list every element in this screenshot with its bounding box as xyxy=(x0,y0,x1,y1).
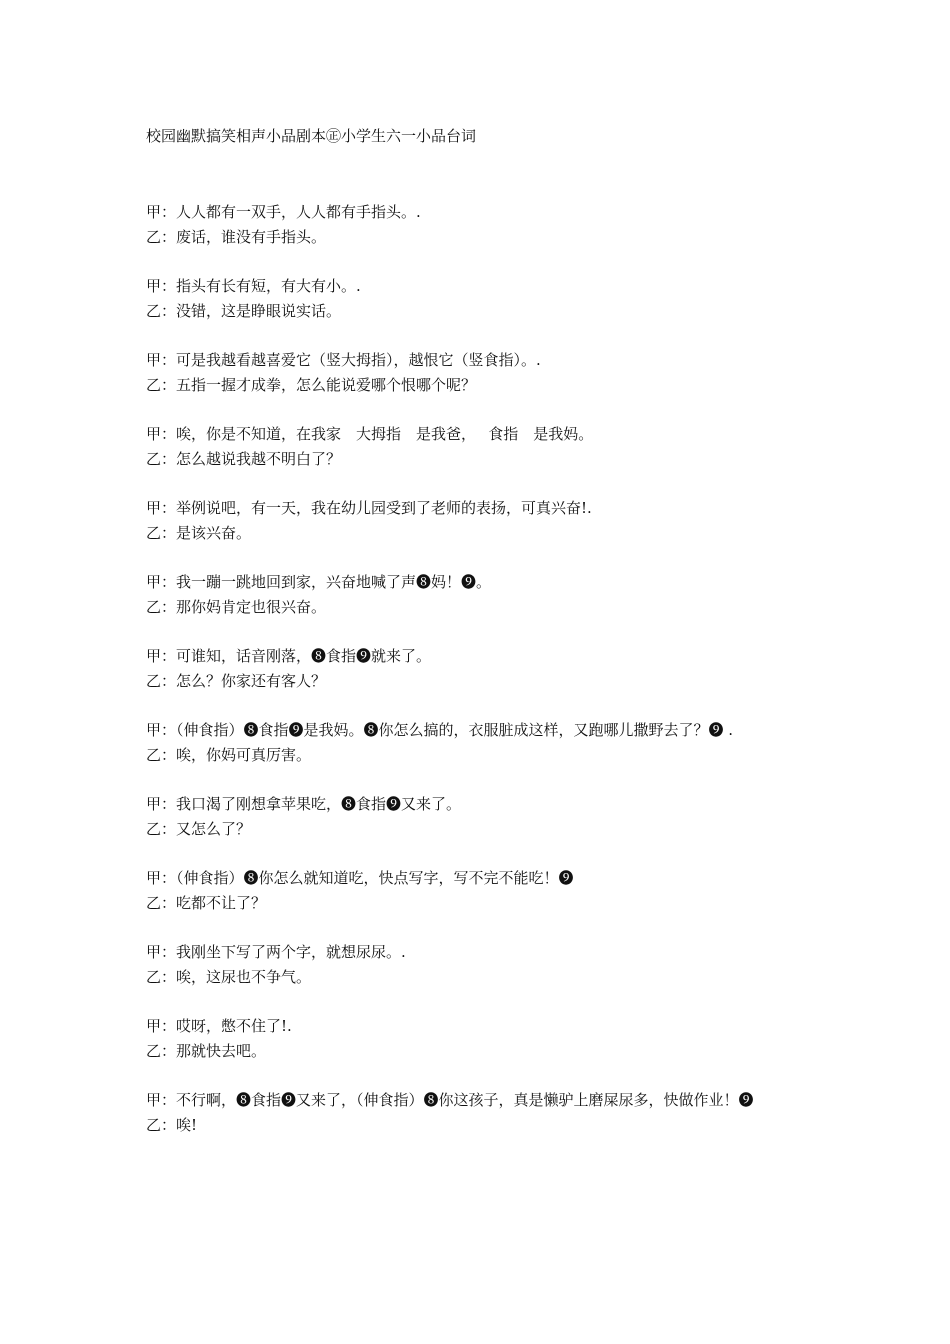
speaker-label: 乙 xyxy=(146,1042,162,1060)
speaker-colon: ： xyxy=(161,499,177,517)
line-text: 那你妈肯定也很兴奋。 xyxy=(176,598,327,616)
dialogue-line xyxy=(146,891,836,916)
speaker-label: 甲 xyxy=(146,277,162,295)
line-text: 我口渴了刚想拿苹果吃，❽食指❾又来了。 xyxy=(176,795,462,813)
dialogue-line xyxy=(146,225,836,250)
dialogue-line xyxy=(146,200,836,225)
speaker-label: 甲 xyxy=(146,425,162,443)
line-text: 唉! xyxy=(176,1116,198,1134)
dialogue-line xyxy=(146,348,836,373)
speaker-colon: ： xyxy=(161,968,177,986)
dialogue-exchange xyxy=(146,570,836,620)
dialogue-exchange xyxy=(146,644,836,694)
speaker-colon: ： xyxy=(161,376,177,394)
speaker-colon: ： xyxy=(161,351,177,369)
dialogue-line xyxy=(146,669,836,694)
line-text: 没错，这是睁眼说实话。 xyxy=(176,302,342,320)
speaker-colon: ： xyxy=(161,869,177,887)
line-text: 怎么？你家还有客人？ xyxy=(176,672,327,690)
speaker-label: 甲 xyxy=(146,573,162,591)
dialogue-line xyxy=(146,1113,836,1138)
speaker-colon: ： xyxy=(161,1017,177,1035)
speaker-colon: ： xyxy=(161,894,177,912)
line-text: 唉，你妈可真厉害。 xyxy=(176,746,312,764)
speaker-colon: ： xyxy=(161,795,177,813)
line-text: 哎呀，憋不住了!. xyxy=(176,1017,292,1035)
line-text: 指头有长有短，有大有小。. xyxy=(176,277,361,295)
dialogue-line xyxy=(146,718,836,743)
speaker-label: 甲 xyxy=(146,795,162,813)
speaker-label: 甲 xyxy=(146,1091,162,1109)
speaker-label: 甲 xyxy=(146,1017,162,1035)
dialogue-exchange xyxy=(146,940,836,990)
dialogue-exchange xyxy=(146,1014,836,1064)
speaker-label: 乙 xyxy=(146,968,162,986)
dialogue-line xyxy=(146,965,836,990)
line-text: 吃都不让了？ xyxy=(176,894,267,912)
line-text: 唉，这尿也不争气。 xyxy=(176,968,312,986)
speaker-colon: ： xyxy=(161,647,177,665)
dialogue-line xyxy=(146,570,836,595)
dialogue-exchange xyxy=(146,1088,836,1138)
line-text: 五指一握才成拳，怎么能说爱哪个恨哪个呢？ xyxy=(176,376,477,394)
speaker-colon: ： xyxy=(161,203,177,221)
speaker-label: 乙 xyxy=(146,672,162,690)
speaker-label: 乙 xyxy=(146,894,162,912)
line-text: 举例说吧，有一天，我在幼儿园受到了老师的表扬，可真兴奋!. xyxy=(176,499,592,517)
line-text: 可谁知，话音刚落，❽食指❾就来了。 xyxy=(176,647,432,665)
speaker-label: 乙 xyxy=(146,302,162,320)
dialogue-line xyxy=(146,274,836,299)
dialogue-line xyxy=(146,447,836,472)
line-text: 废话，谁没有手指头。 xyxy=(176,228,327,246)
dialogue-line xyxy=(146,743,836,768)
speaker-colon: ： xyxy=(161,573,177,591)
speaker-colon: ： xyxy=(161,450,177,468)
speaker-colon: ： xyxy=(161,1116,177,1134)
dialogue-exchange xyxy=(146,274,836,324)
speaker-label: 乙 xyxy=(146,598,162,616)
speaker-colon: ： xyxy=(161,746,177,764)
line-text: 那就快去吧。 xyxy=(176,1042,267,1060)
line-text: 我刚坐下写了两个字，就想尿尿。. xyxy=(176,943,406,961)
speaker-label: 甲 xyxy=(146,869,162,887)
dialogue-exchange xyxy=(146,348,836,398)
speaker-colon: ： xyxy=(161,820,177,838)
speaker-label: 乙 xyxy=(146,376,162,394)
dialogue-exchange xyxy=(146,422,836,472)
dialogue-exchange xyxy=(146,866,836,916)
line-text: 不行啊，❽食指❾又来了，（伸食指）❽你这孩子，真是懒驴上磨屎尿多，快做作业！❾ xyxy=(176,1091,754,1109)
line-text: 唉，你是不知道，在我家 大拇指 是我爸， 食指 是我妈。 xyxy=(176,425,594,443)
speaker-label: 乙 xyxy=(146,450,162,468)
speaker-colon: ： xyxy=(161,228,177,246)
dialogue-line xyxy=(146,1088,836,1113)
line-text: 是该兴奋。 xyxy=(176,524,252,542)
line-text: 人人都有一双手，人人都有手指头。. xyxy=(176,203,421,221)
dialogue-line xyxy=(146,595,836,620)
speaker-label: 甲 xyxy=(146,721,162,739)
speaker-colon: ： xyxy=(161,721,177,739)
dialogue-line xyxy=(146,422,836,447)
line-text: 怎么越说我越不明白了？ xyxy=(176,450,342,468)
dialogue-line xyxy=(146,521,836,546)
speaker-colon: ： xyxy=(161,1091,177,1109)
dialogue-line xyxy=(146,1014,836,1039)
speaker-colon: ： xyxy=(161,672,177,690)
line-text: 可是我越看越喜爱它（竖大拇指），越恨它（竖食指）。. xyxy=(176,351,541,369)
dialogue-exchange xyxy=(146,718,836,768)
dialogue-line xyxy=(146,373,836,398)
dialogue-line xyxy=(146,792,836,817)
document-title: 校园幽默搞笑相声小品剧本㊣小学生六一小品台词 xyxy=(146,127,477,145)
line-text: 又怎么了？ xyxy=(176,820,252,838)
line-text: （伸食指）❽食指❾是我妈。❽你怎么搞的，衣服脏成这样，又跑哪儿撒野去了？❾ . xyxy=(176,721,734,739)
speaker-colon: ： xyxy=(161,302,177,320)
dialogue-line xyxy=(146,940,836,965)
dialogue-exchange xyxy=(146,792,836,842)
speaker-label: 乙 xyxy=(146,746,162,764)
speaker-label: 甲 xyxy=(146,943,162,961)
speaker-colon: ： xyxy=(161,1042,177,1060)
dialogue-line xyxy=(146,866,836,891)
speaker-label: 乙 xyxy=(146,228,162,246)
line-text: 我一蹦一跳地回到家，兴奋地喊了声❽妈！❾。 xyxy=(176,573,492,591)
dialogue-exchange xyxy=(146,496,836,546)
line-text: （伸食指）❽你怎么就知道吃，快点写字，写不完不能吃！❾ xyxy=(176,869,574,887)
dialogue-exchange xyxy=(146,200,836,250)
speaker-label: 甲 xyxy=(146,499,162,517)
speaker-colon: ： xyxy=(161,524,177,542)
dialogue-body xyxy=(146,200,836,1162)
speaker-label: 甲 xyxy=(146,351,162,369)
speaker-label: 乙 xyxy=(146,524,162,542)
speaker-label: 甲 xyxy=(146,647,162,665)
speaker-colon: ： xyxy=(161,277,177,295)
dialogue-line xyxy=(146,817,836,842)
dialogue-line xyxy=(146,1039,836,1064)
speaker-label: 甲 xyxy=(146,203,162,221)
speaker-colon: ： xyxy=(161,598,177,616)
dialogue-line xyxy=(146,299,836,324)
speaker-label: 乙 xyxy=(146,820,162,838)
speaker-colon: ： xyxy=(161,425,177,443)
speaker-label: 乙 xyxy=(146,1116,162,1134)
speaker-colon: ： xyxy=(161,943,177,961)
dialogue-line xyxy=(146,496,836,521)
dialogue-line xyxy=(146,644,836,669)
